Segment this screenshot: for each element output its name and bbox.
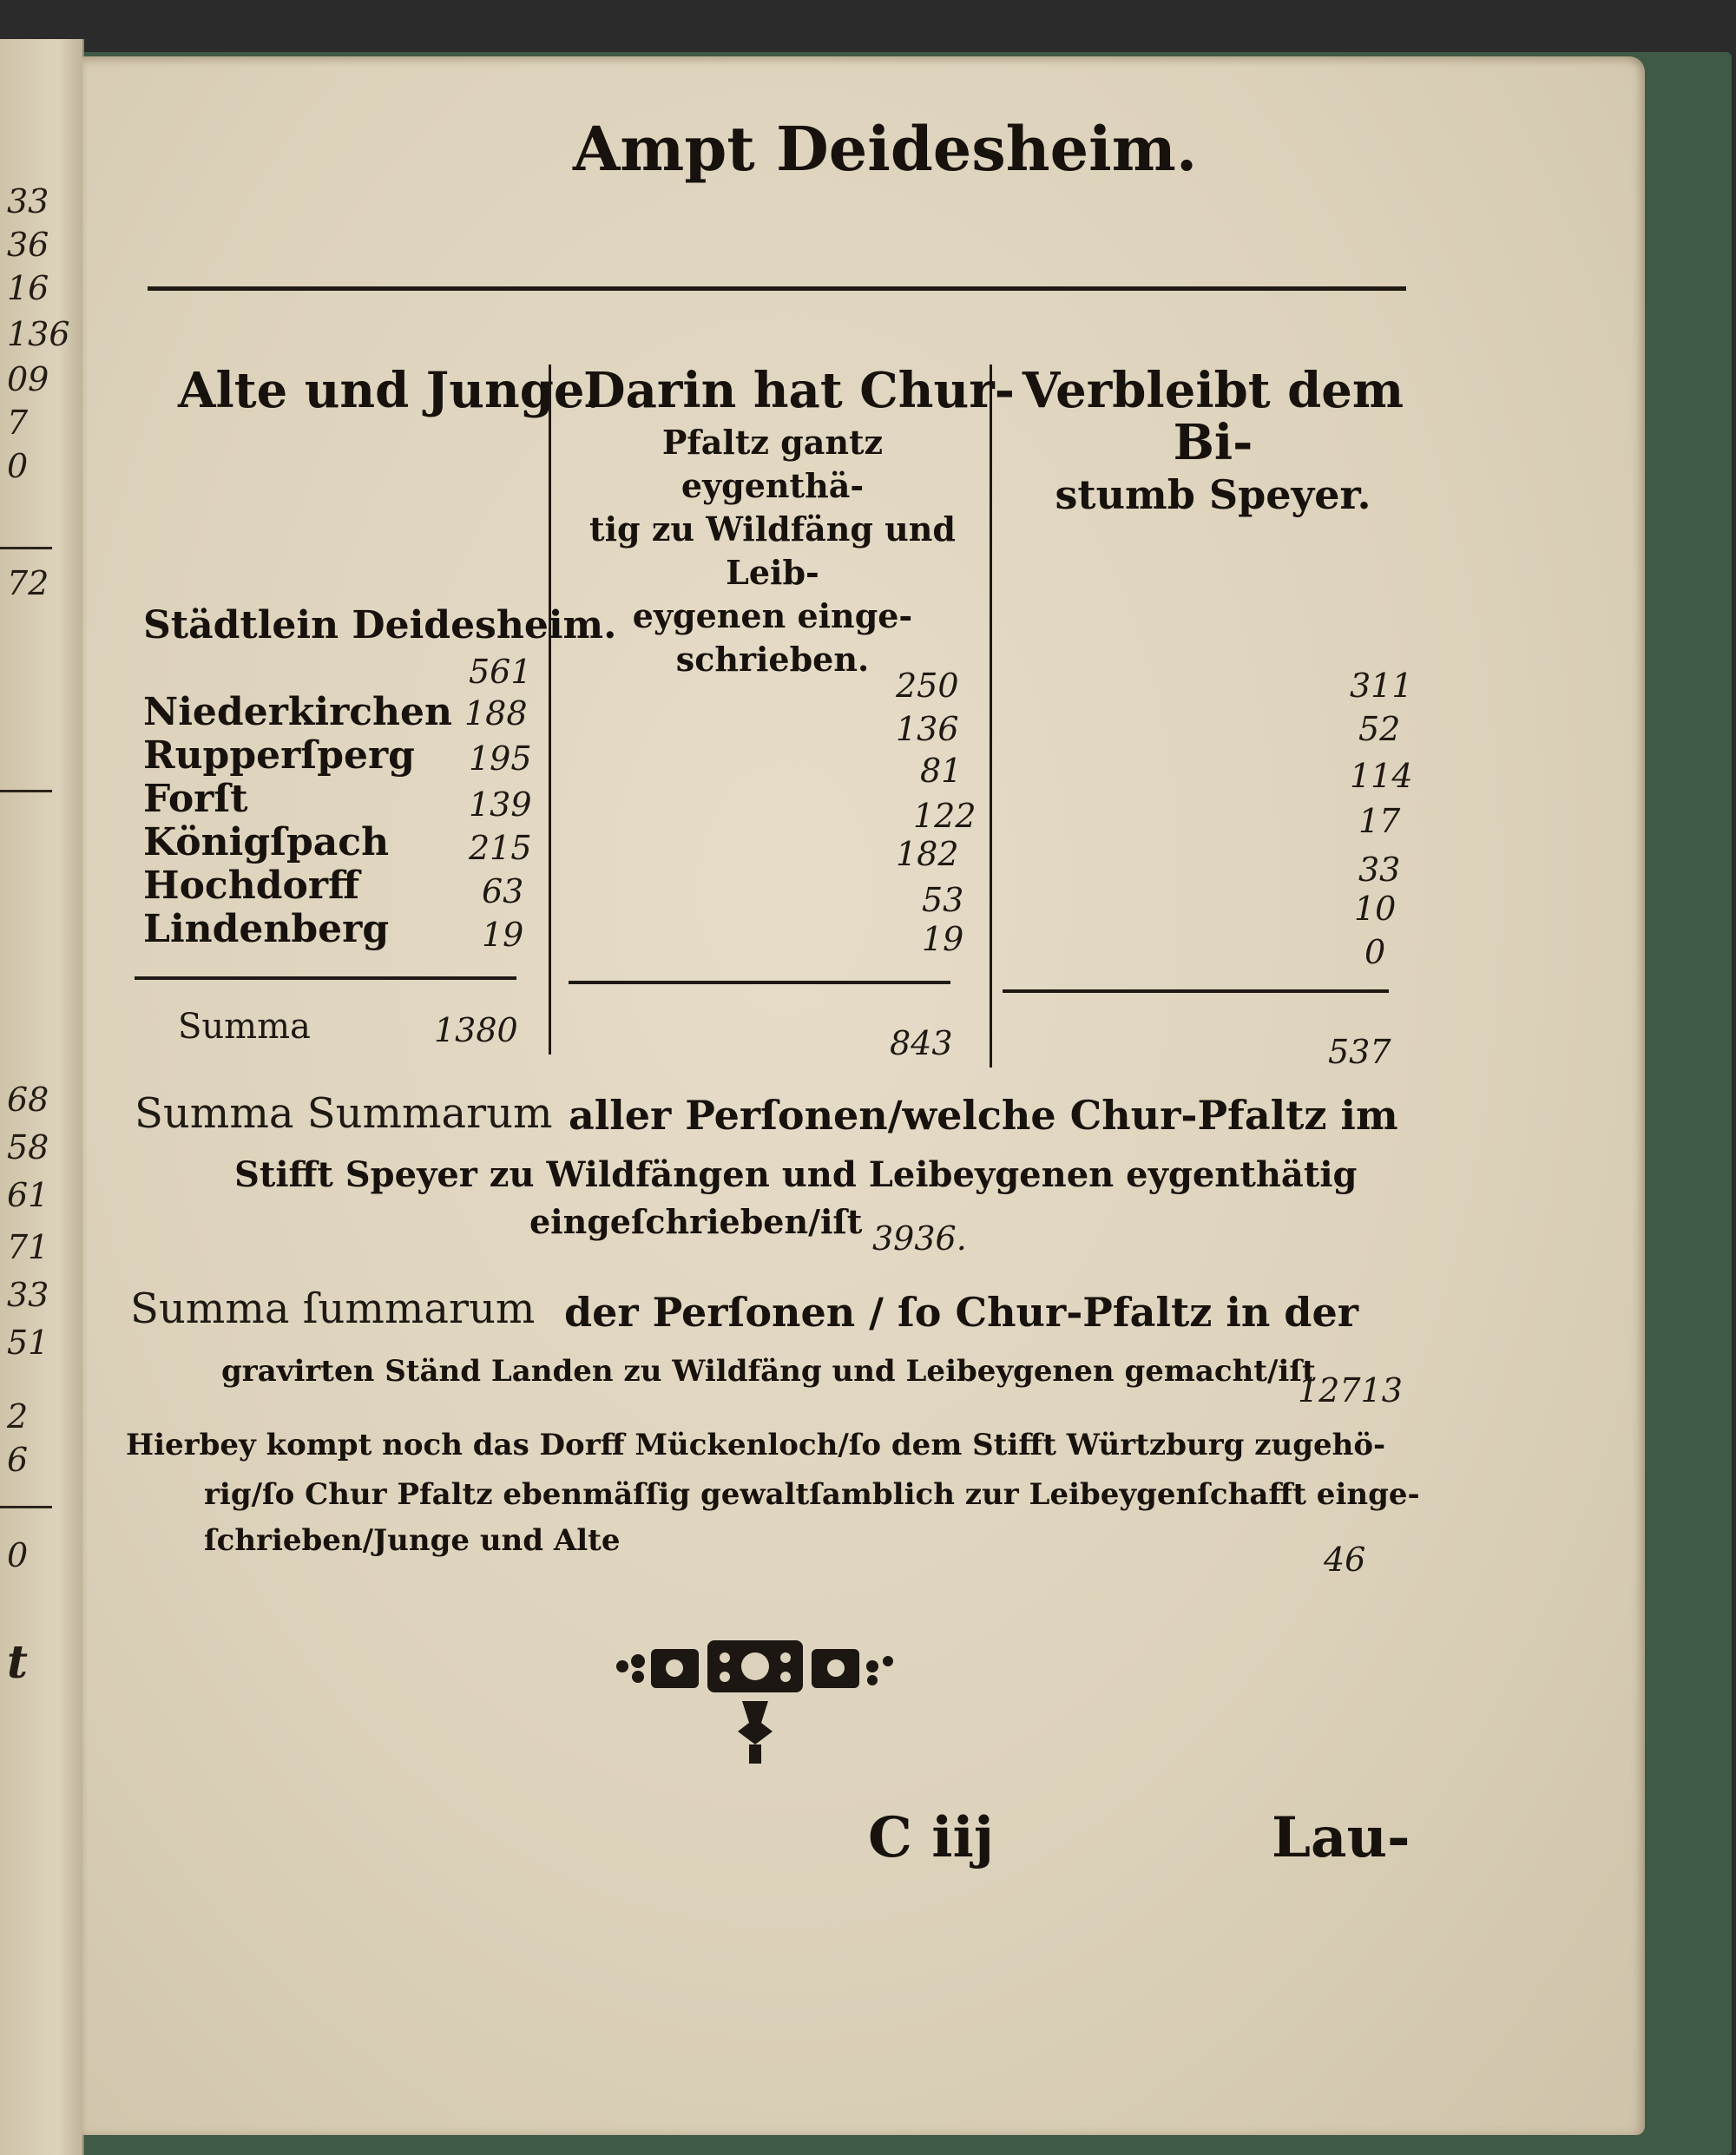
group-label: Städtlein Deidesheim. [143,603,617,647]
prev-number: 33 [7,1276,49,1314]
prev-number: 33 [7,182,49,220]
column-heading-bistum [1011,362,1415,521]
chur-value: 182 [896,835,959,873]
summary2-line: gravirten Ständ Landen zu Wildfäng und Leibeygenen gemacht/iſt [221,1354,1316,1389]
chur-value: 136 [896,710,959,748]
sum-bistum: 537 [1328,1033,1391,1071]
prev-number: 2 [7,1397,29,1436]
subheading-line: eygenen einge- [632,596,913,635]
prev-number: 61 [7,1176,49,1214]
prev-number: 36 [7,226,49,264]
chur-value: 19 [922,920,964,958]
prev-number: 09 [7,360,49,398]
prev-number: 68 [7,1081,49,1119]
page-title: Ampt Deidesheim. [573,113,1198,185]
subheading-line: tig zu Wildfäng und Leib- [589,509,956,592]
place-name: Hochdorff [143,864,360,908]
summary1-line: Stifft Speyer zu Wildfängen und Leibeygenen eygenthätig [234,1154,1358,1195]
heading-line: Verbleibt dem Bi- [1022,362,1404,471]
prev-number: 0 [7,447,29,485]
title-rule [148,286,1406,291]
chur-value: 250 [896,667,959,705]
prev-number: 51 [7,1324,49,1362]
column-heading-total: Alte und Junge. [178,362,602,419]
ornament-icon [612,1623,898,1771]
prev-number: 16 [7,269,49,307]
prev-rule [0,1506,52,1508]
note-line: Hierbey kompt noch das Dorff Mückenloch/ſo dem Stifft Würtzburg zugehö- [126,1428,1386,1462]
chur-value: 53 [922,881,964,919]
bistum-value: 52 [1358,710,1401,748]
subheading-line: schrieben. [675,640,870,679]
place-name: Königſpach [143,820,390,864]
prev-rule [0,547,52,549]
sum-chur: 843 [890,1024,953,1062]
prev-number: 72 [7,564,49,602]
summary1-line: eingeſchrieben/iſt [529,1202,863,1241]
note-value: 46 [1324,1541,1366,1579]
summary1-value: 3936. [872,1219,967,1258]
bistum-value: 10 [1354,890,1397,928]
sum-rule [1003,989,1389,993]
summary1-lead: Summa Summarum [135,1089,553,1138]
total-value: 561 [469,653,532,691]
summary2-line: der Perſonen / ſo Chur-Pfaltz in der [564,1289,1358,1336]
prev-number: 7 [7,404,29,442]
bistum-value: 114 [1350,757,1413,795]
bistum-value: 17 [1358,802,1401,840]
sum-rule [135,976,516,980]
place-name: Niederkirchen [143,690,453,734]
prev-number: 71 [7,1228,49,1266]
column-subheading-chur [569,421,976,681]
chur-value: 122 [913,797,976,835]
total-value: 215 [469,829,532,867]
place-name: Lindenberg [143,907,390,951]
prev-number: 136 [7,315,70,353]
note-line: ſchrieben/Junge und Alte [204,1523,621,1558]
bistum-value: 0 [1364,933,1386,971]
summary1-line: aller Perſonen/welche Chur-Pfaltz im [569,1092,1398,1139]
prev-rule [0,790,52,792]
total-value: 63 [482,872,524,910]
bistum-value: 33 [1358,851,1401,889]
prev-number: 0 [7,1536,29,1574]
sum-rule [569,981,950,984]
prev-letter: t [7,1636,29,1689]
catchword: Lau- [1272,1805,1410,1870]
place-name: Forſt [143,777,248,821]
summary2-lead: Summa ſummarum [130,1284,536,1333]
note-line: rig/ſo Chur Pfaltz ebenmäſſig gewaltſamblich zur Leibeygenſchafft einge- [204,1477,1420,1512]
total-value: 188 [464,694,528,733]
column-heading-chur: Darin hat Chur- [583,362,1015,419]
prev-number: 6 [7,1441,29,1479]
prev-number: 58 [7,1128,49,1166]
total-value: 195 [469,739,532,778]
subheading-line: Pfaltz gantz eygenthä- [661,423,884,505]
chur-value: 81 [920,752,963,790]
place-name: Rupperſperg [143,733,415,778]
summary2-value: 12713 [1298,1371,1403,1409]
total-value: 139 [469,785,532,824]
total-value: 19 [482,916,524,954]
heading-line: stumb Speyer. [1055,471,1371,518]
column-divider [990,365,992,1068]
column-divider [549,365,551,1055]
signature-mark: C iij [868,1805,994,1870]
previous-page-edge [0,39,84,2155]
sum-total: 1380 [434,1011,518,1049]
bistum-value: 311 [1350,667,1413,705]
sum-label: Summa [178,1007,311,1047]
